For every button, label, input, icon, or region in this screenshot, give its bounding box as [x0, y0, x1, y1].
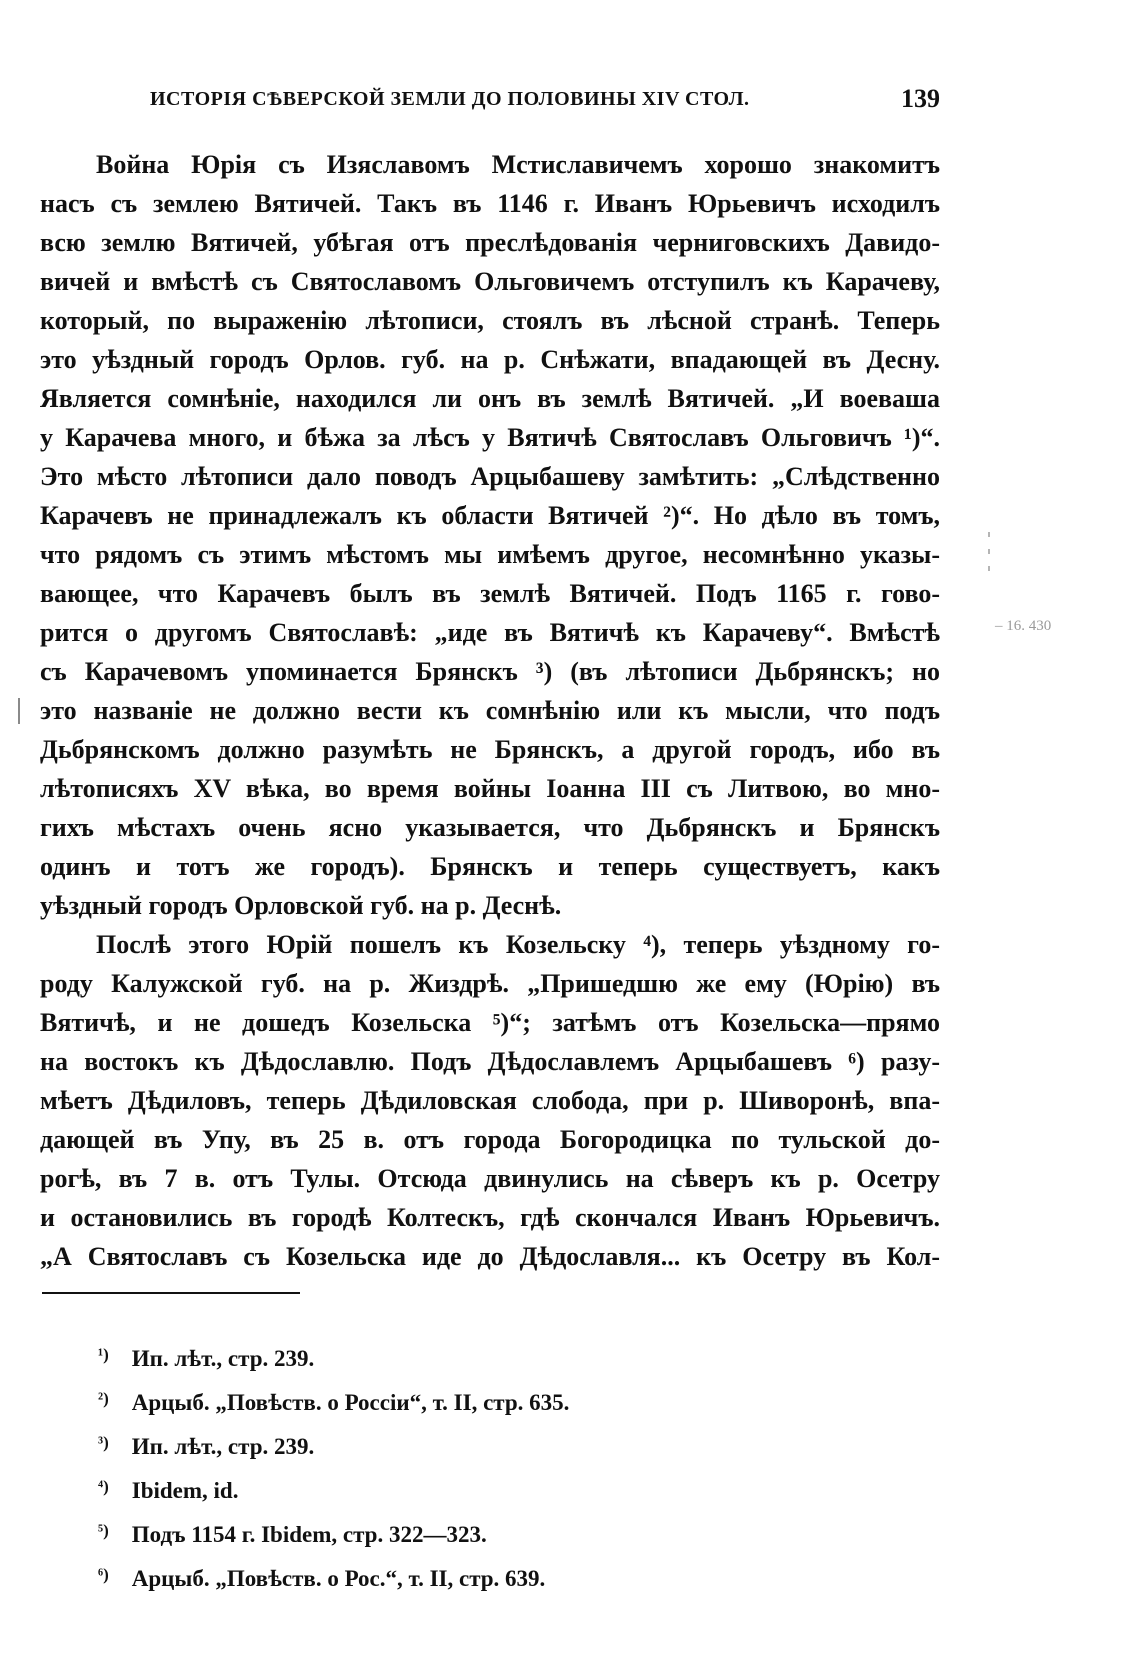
margin-pencil-note: – 16. 430	[995, 618, 1052, 634]
footnote-text: Арцыб. „Повѣств. о Россіи“, т. II, стр. 635.	[131, 1390, 570, 1415]
footnote-text: Подъ 1154 г. Ibidem, стр. 322—323.	[131, 1522, 487, 1547]
footnote-mark: ¹)	[98, 1345, 109, 1364]
text-line: это уѣздный городъ Орлов. губ. на р. Снѣжати, впадающей въ Десну.	[40, 345, 940, 374]
footnote	[98, 1509, 918, 1553]
margin-pencil-tick	[18, 698, 20, 724]
text-line: насъ съ землею Вятичей. Такъ въ 1146 г. Иванъ Юрьевичъ исходилъ	[40, 189, 940, 218]
text-line: рогѣ, въ 7 в. отъ Тулы. Отсюда двинулись на сѣверъ къ р. Осетру	[40, 1164, 940, 1193]
text-line: и остановились въ городѣ Колтескъ, гдѣ скончался Иванъ Юрьевичъ.	[40, 1203, 940, 1232]
footnote-mark: ⁵)	[98, 1521, 109, 1540]
footnote	[98, 1553, 918, 1597]
text-line: Война Юрія съ Изяславомъ Мстиславичемъ хорошо знакомитъ	[96, 150, 940, 179]
text-line: Карачевъ не принадлежалъ къ области Вятичей ²)“. Но дѣло въ томъ,	[40, 501, 940, 530]
text-line: съ Карачевомъ упоминается Брянскъ ³) (въ лѣтописи Дьбрянскъ; но	[40, 657, 940, 686]
footnote-mark: ²)	[98, 1389, 109, 1408]
text-line: на востокъ къ Дѣдославлю. Подъ Дѣдославлемъ Арцыбашевъ ⁶) разу-	[40, 1047, 940, 1076]
page-header	[150, 84, 940, 120]
text-line: роду Калужской губ. на р. Жиздрѣ. „Пришедшю же ему (Юрію) въ	[40, 969, 940, 998]
footnote-mark: ⁴)	[98, 1477, 109, 1496]
text-line: что рядомъ съ этимъ мѣстомъ мы имѣемъ другое, несомнѣнно указы-	[40, 540, 940, 569]
text-line: у Карачева много, и бѣжа за лѣсъ у Вятичѣ Святославъ Ольговичъ ¹)“.	[40, 423, 940, 452]
text-line: уѣздный городъ Орловской губ. на р. Деснѣ.	[40, 891, 562, 920]
footnotes	[98, 1333, 918, 1597]
text-line: Вятичѣ, и не дошедъ Козельска ⁵)“; затѣмъ отъ Козельска—прямо	[40, 1008, 940, 1037]
footnote-text: Ип. лѣт., стр. 239.	[131, 1346, 315, 1371]
text-line: вичей и вмѣстѣ съ Святославомъ Ольговичемъ отступилъ къ Карачеву,	[40, 267, 940, 296]
text-line: Послѣ этого Юрій пошелъ къ Козельску ⁴), теперь уѣздному го-	[96, 930, 940, 959]
text-line: мѣетъ Дѣдиловъ, теперь Дѣдиловская слобода, при р. Шиворонѣ, впа-	[40, 1086, 940, 1115]
footnote-mark: ³)	[98, 1433, 109, 1452]
text-line: дающей въ Упу, въ 25 в. отъ города Богородицка по тульской до-	[40, 1125, 940, 1154]
footnote-text: Ibidem, id.	[131, 1478, 239, 1503]
footnote-text: Ип. лѣт., стр. 239.	[131, 1434, 315, 1459]
body-text	[40, 145, 940, 1276]
running-head: ИСТОРІЯ СѢВЕРСКОЙ ЗЕМЛИ ДО ПОЛОВИНЫ XIV СТОЛ.	[150, 88, 750, 110]
footnote	[98, 1377, 918, 1421]
text-line: рится о другомъ Святославѣ: „иде въ Вятичѣ къ Карачеву“. Вмѣстѣ	[40, 618, 940, 647]
text-line: лѣтописяхъ XV вѣка, во время войны Іоанна III съ Литвою, во мно-	[40, 774, 940, 803]
text-line: который, по выраженію лѣтописи, стоялъ въ лѣсной странѣ. Теперь	[40, 306, 940, 335]
footnote-mark: ⁶)	[98, 1565, 109, 1584]
text-line: Является сомнѣніе, находился ли онъ въ землѣ Вятичей. „И воеваша	[40, 384, 940, 413]
text-line: гихъ мѣстахъ очень ясно указывается, что Дьбрянскъ и Брянскъ	[40, 813, 940, 842]
text-line: вающее, что Карачевъ былъ въ землѣ Вятичей. Подъ 1165 г. гово-	[40, 579, 940, 608]
margin-pencil-marks	[988, 532, 992, 592]
footnote-divider	[42, 1292, 300, 1294]
text-line: Дьбрянскомъ должно разумѣть не Брянскъ, а другой городъ, ибо въ	[40, 735, 940, 764]
footnote	[98, 1465, 918, 1509]
text-line: одинъ и тотъ же городъ). Брянскъ и теперь существуетъ, какъ	[40, 852, 940, 881]
text-line: „А Святославъ съ Козельска иде до Дѣдославля... къ Осетру въ Кол-	[40, 1242, 940, 1271]
text-line: это названіе не должно вести къ сомнѣнію или къ мысли, что подъ	[40, 696, 940, 725]
text-line: Это мѣсто лѣтописи дало поводъ Арцыбашеву замѣтить: „Слѣдственно	[40, 462, 940, 491]
footnote	[98, 1333, 918, 1377]
footnote	[98, 1421, 918, 1465]
page-number: 139	[901, 84, 940, 113]
text-line: всю землю Вятичей, убѣгая отъ преслѣдованія черниговскихъ Давидо-	[40, 228, 940, 257]
footnote-text: Арцыб. „Повѣств. о Рос.“, т. II, стр. 639.	[131, 1566, 546, 1591]
